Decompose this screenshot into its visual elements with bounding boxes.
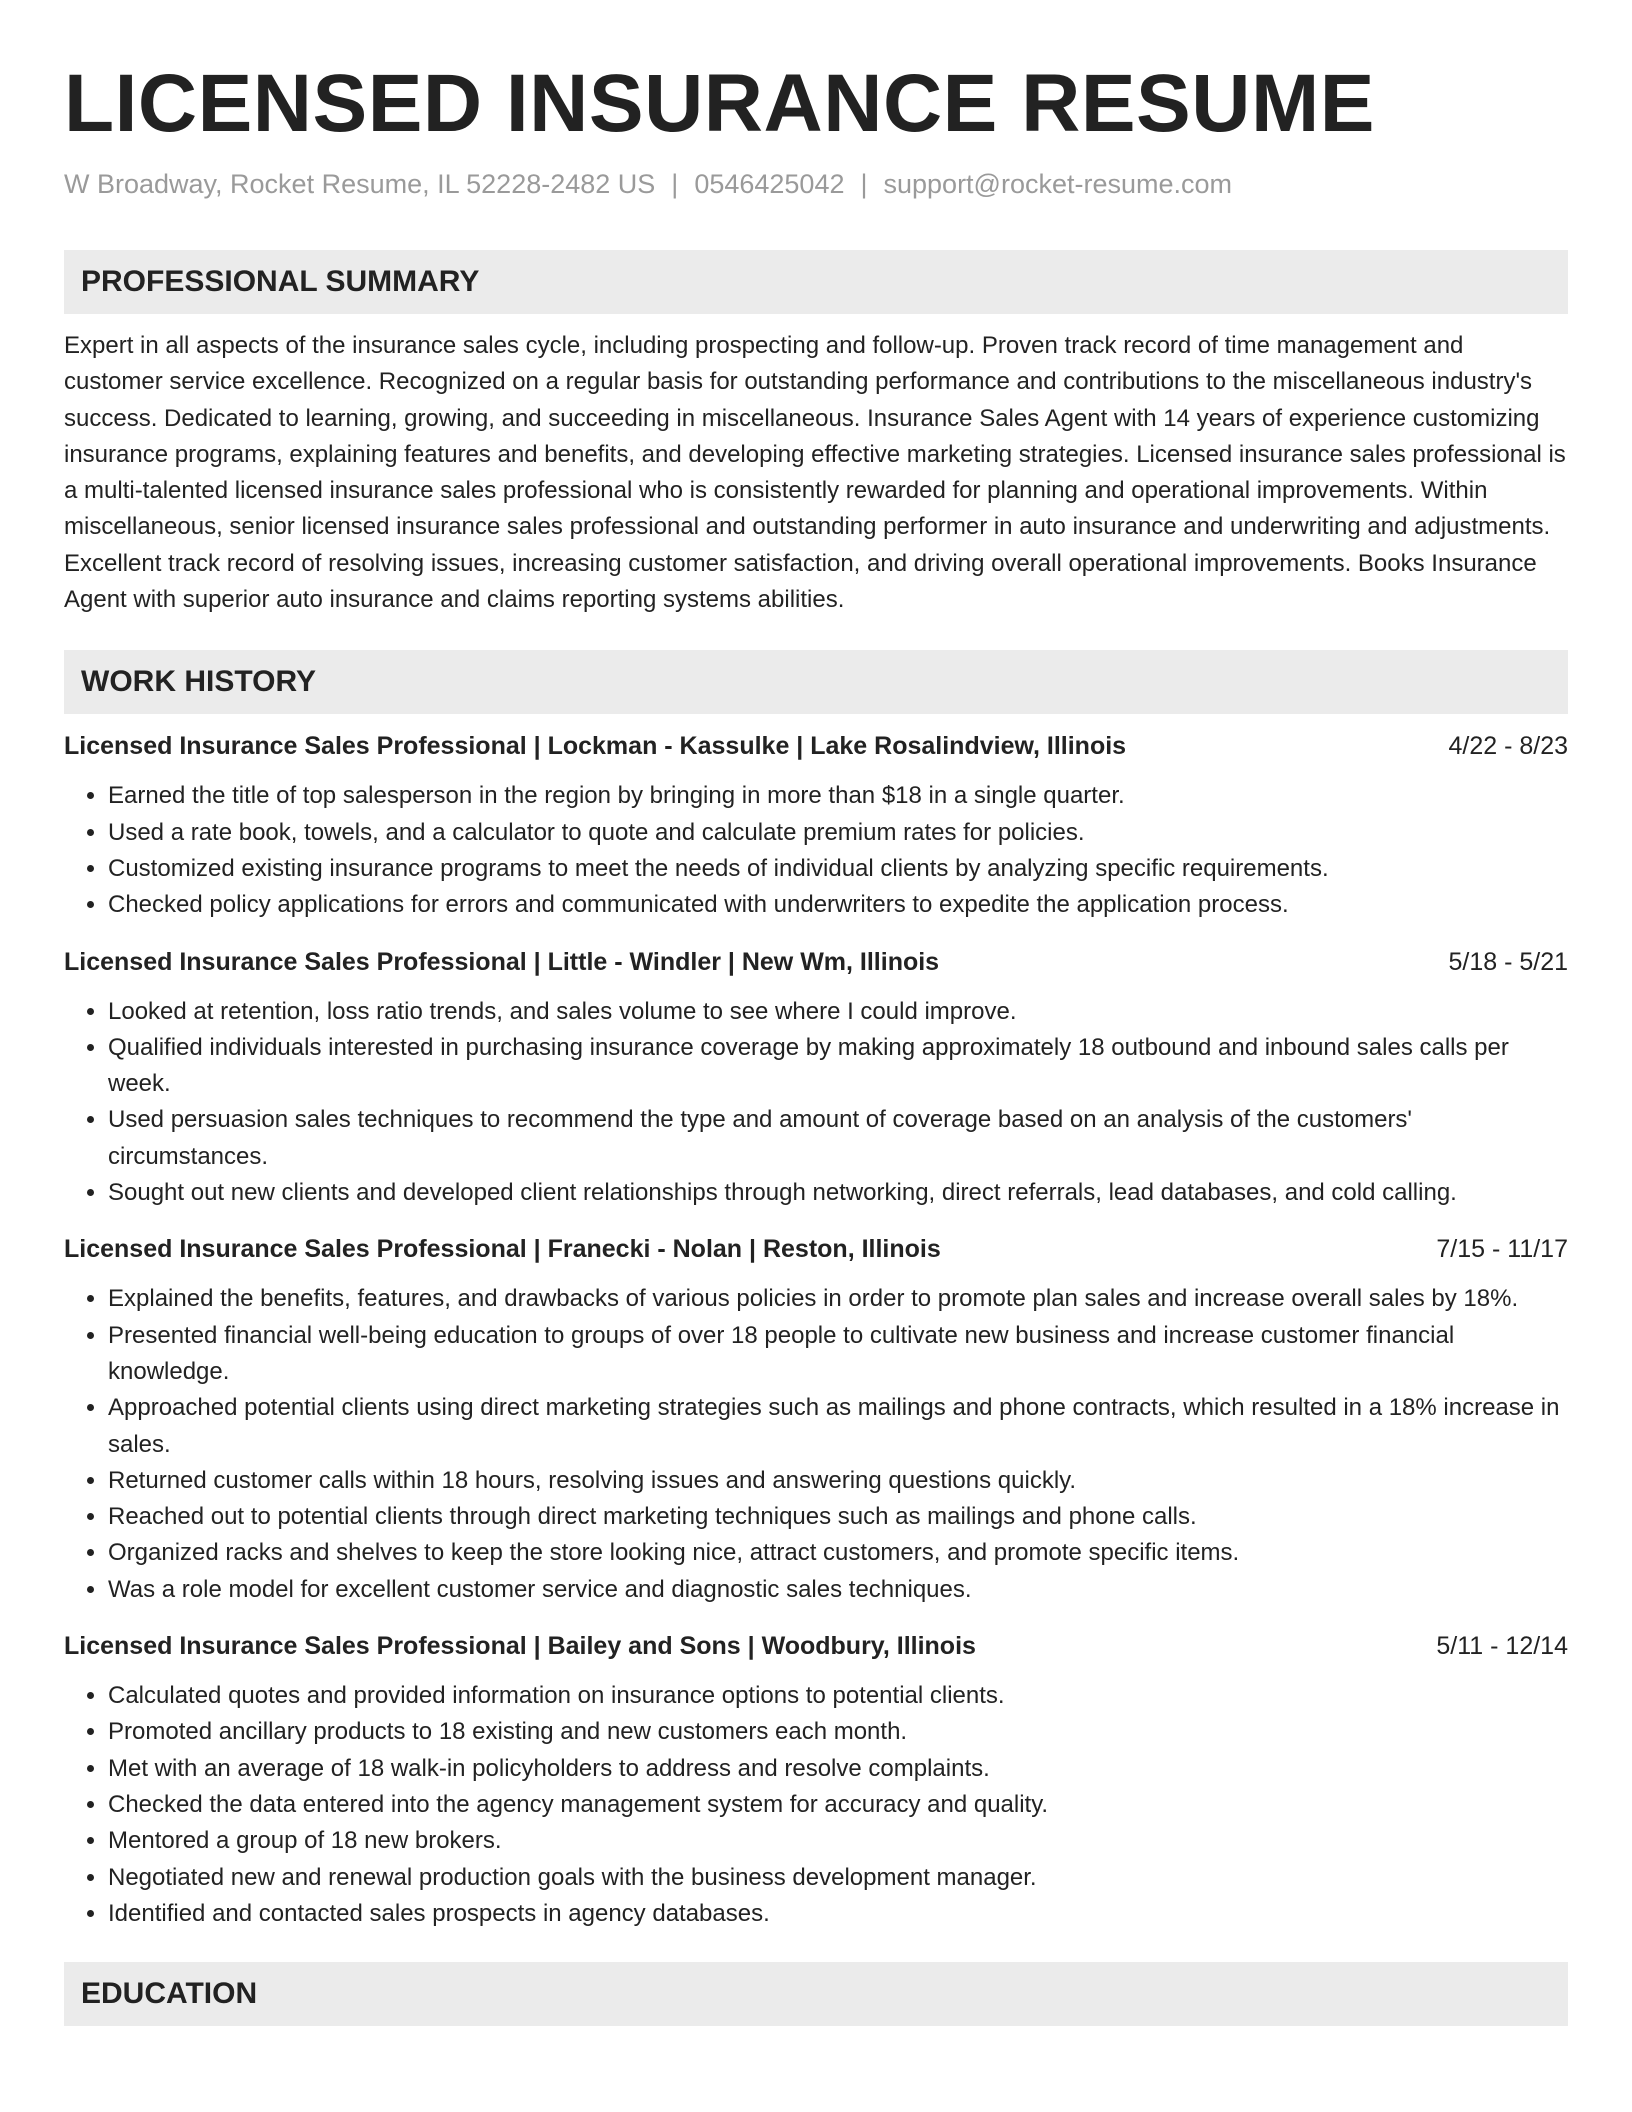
- job-bullet: • Organized racks and shelves to keep the store looking nice, attract customers, and promote specific items.: [108, 1535, 1568, 1571]
- contact-address: W Broadway, Rocket Resume, IL 52228-2482 US: [64, 169, 656, 199]
- job-entry: [64, 1231, 1568, 1608]
- job-header: [64, 1231, 1568, 1267]
- job-bullets: [64, 1281, 1568, 1608]
- job-title: Licensed Insurance Sales Professional | Little - Windler | New Wm, Illinois: [64, 947, 940, 976]
- job-bullet: • Customized existing insurance programs to meet the needs of individual clients by analyzing specific requirements.: [108, 851, 1568, 887]
- contact-email: support@rocket-resume.com: [883, 169, 1233, 199]
- job-bullet: • Was a role model for excellent customer service and diagnostic sales techniques.: [108, 1572, 1568, 1608]
- job-bullet: • Used a rate book, towels, and a calculator to quote and calculate premium rates for policies.: [108, 815, 1568, 851]
- job-bullet: • Mentored a group of 18 new brokers.: [108, 1823, 1568, 1859]
- job-header: [64, 1628, 1568, 1664]
- job-header: [64, 728, 1568, 764]
- job-entry: [64, 728, 1568, 923]
- job-bullet: • Presented financial well-being education to groups of over 18 people to cultivate new business and increase customer financial knowledge.: [108, 1318, 1568, 1391]
- job-title: Licensed Insurance Sales Professional | Lockman - Kassulke | Lake Rosalindview, Illinois: [64, 732, 1127, 761]
- education-heading: EDUCATION: [64, 1962, 1568, 2026]
- job-title: Licensed Insurance Sales Professional | Bailey and Sons | Woodbury, Illinois: [64, 1632, 976, 1661]
- job-bullets: [64, 994, 1568, 1212]
- job-bullet: • Explained the benefits, features, and drawbacks of various policies in order to promote plan sales and increase overall sales by 18%.: [108, 1281, 1568, 1317]
- job-bullet: • Looked at retention, loss ratio trends, and sales volume to see where I could improve.: [108, 994, 1568, 1030]
- job-bullet: • Approached potential clients using direct marketing strategies such as mailings and phone contracts, which resulted in a 18% increase in sales.: [108, 1390, 1568, 1463]
- job-bullet: • Identified and contacted sales prospects in agency databases.: [108, 1896, 1568, 1932]
- job-bullet: • Qualified individuals interested in purchasing insurance coverage by making approximately 18 outbound and inbound sales calls per week.: [108, 1030, 1568, 1103]
- job-bullet: • Negotiated new and renewal production goals with the business development manager.: [108, 1860, 1568, 1896]
- job-title: Licensed Insurance Sales Professional | Franecki - Nolan | Reston, Illinois: [64, 1235, 941, 1264]
- job-bullet: • Checked the data entered into the agency management system for accuracy and quality.: [108, 1787, 1568, 1823]
- job-bullets: [64, 778, 1568, 923]
- job-dates: 7/15 - 11/17: [1436, 1235, 1568, 1264]
- contact-separator: |: [860, 169, 868, 199]
- job-header: [64, 944, 1568, 980]
- job-bullet: • Checked policy applications for errors and communicated with underwriters to expedite the application process.: [108, 887, 1568, 923]
- job-bullet: • Promoted ancillary products to 18 existing and new customers each month.: [108, 1714, 1568, 1750]
- job-bullet: • Returned customer calls within 18 hours, resolving issues and answering questions quickly.: [108, 1463, 1568, 1499]
- work-history-heading: WORK HISTORY: [64, 650, 1568, 714]
- job-bullet: • Calculated quotes and provided information on insurance options to potential clients.: [108, 1678, 1568, 1714]
- job-bullet: • Sought out new clients and developed client relationships through networking, direct referrals, lead databases, and cold calling.: [108, 1175, 1568, 1211]
- contact-separator: |: [671, 169, 679, 199]
- job-dates: 5/18 - 5/21: [1448, 947, 1568, 976]
- job-entry: [64, 1628, 1568, 1932]
- summary-heading: PROFESSIONAL SUMMARY: [64, 250, 1568, 314]
- job-bullet: • Reached out to potential clients through direct marketing techniques such as mailings and phone calls.: [108, 1499, 1568, 1535]
- contact-phone: 0546425042: [694, 169, 845, 199]
- job-bullet: • Earned the title of top salesperson in the region by bringing in more than $18 in a single quarter.: [108, 778, 1568, 814]
- job-bullets: [64, 1678, 1568, 1932]
- job-bullet: • Used persuasion sales techniques to recommend the type and amount of coverage based on an analysis of the customers' circumstances.: [108, 1102, 1568, 1175]
- job-dates: 4/22 - 8/23: [1448, 732, 1568, 761]
- job-entry: [64, 944, 1568, 1212]
- job-bullet: • Met with an average of 18 walk-in policyholders to address and resolve complaints.: [108, 1751, 1568, 1787]
- job-dates: 5/11 - 12/14: [1436, 1632, 1568, 1661]
- summary-text: Expert in all aspects of the insurance sales cycle, including prospecting and follow-up. Proven track record of time management and customer service excellence. Recognized on a regular basis for outstanding performance and contributions to the miscellaneous industry's success. Dedicated to learning, growing, and succeeding in miscellaneous. Insurance Sales Agent with 14 years of experience customizing insurance programs, explaining features and benefits, and developing effective marketing strategies. Licensed insurance sales professional is a multi-talented licensed insurance sales professional who is consistently rewarded for planning and operational improvements. Within miscellaneous, senior licensed insurance sales professional and outstanding performer in auto insurance and underwriting and adjustments. Excellent track record of resolving issues, increasing customer satisfaction, and driving overall operational improvements. Books Insurance Agent with superior auto insurance and claims reporting systems abilities.: [64, 332, 1566, 614]
- resume-title: LICENSED INSURANCE RESUME: [64, 58, 1375, 149]
- contact-line: [64, 166, 1568, 202]
